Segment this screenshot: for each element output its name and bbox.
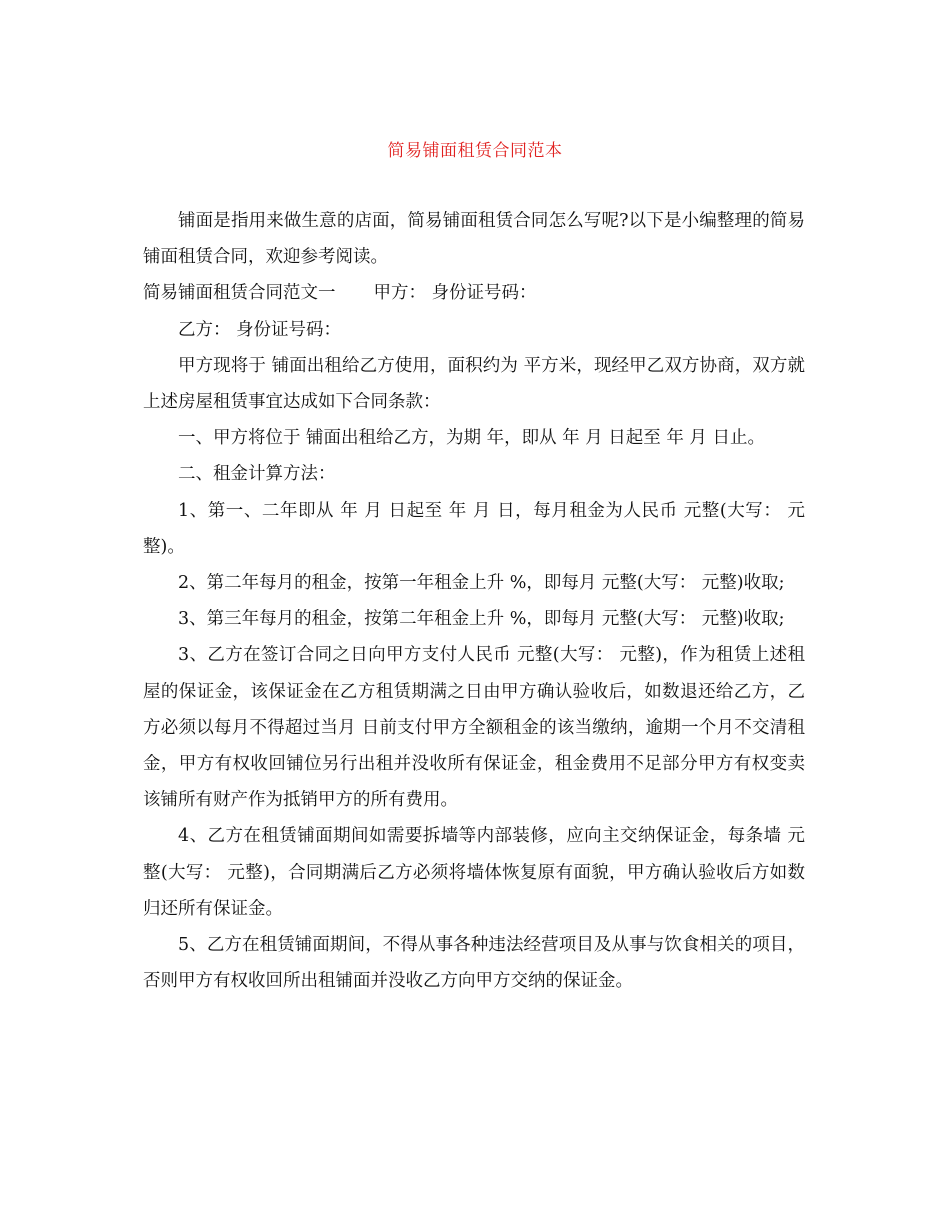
lease-paragraph: 甲方现将于 铺面出租给乙方使用，面积约为 平方米，现经甲乙双方协商，双方就上述房屋租赁事宜达成如下合同条款：	[143, 355, 805, 413]
clause-1: 一、甲方将位于 铺面出租给乙方，为期 年，即从 年 月 日起至 年 月 日止。	[178, 428, 765, 449]
party-a-line: 甲方： 身份证号码：	[373, 283, 537, 304]
document-title: 简易铺面租赁合同范本	[387, 141, 563, 161]
party-b-line: 乙方： 身份证号码：	[178, 319, 342, 340]
version-line	[143, 275, 805, 311]
deposit-clause: 3、乙方在签订合同之日向甲方支付人民币 元整(大写： 元整)，作为租赁上述租屋的保证金，该保证金在乙方租赁期满之日由甲方确认验收后，如数退还给乙方，乙方必须以每月不得超过当月 日前支付甲方全额租金的该当缴纳，逾期一个月不交清租金，甲方有权收回铺位另行出租并没收所有保证金，租金费用不足部分甲方有权变卖该铺所有财产作为抵销甲方的所有费用。	[143, 645, 805, 811]
rent-item-2: 2、第二年每月的租金，按第一年租金上升 %，即每月 元整(大写： 元整)收取;	[178, 573, 785, 594]
renovation-clause: 4、乙方在租赁铺面期间如需要拆墙等内部装修，应向主交纳保证金，每条墙 元整(大写： 元整)，合同期满后乙方必须将墙体恢复原有面貌，甲方确认验收后方如数归还所有保证金。	[143, 826, 805, 919]
rent-item-3: 3、第三年每月的租金，按第二年租金上升 %，即每月 元整(大写： 元整)收取;	[178, 609, 785, 630]
clause-2-heading: 二、租金计算方法：	[178, 464, 336, 485]
version-label: 简易铺面租赁合同范文一	[143, 283, 336, 304]
document-body	[143, 203, 805, 999]
rent-item-1: 1、第一、二年即从 年 月 日起至 年 月 日，每月租金为人民币 元整(大写： 元整)。	[143, 500, 805, 557]
intro-paragraph: 铺面是指用来做生意的店面，简易铺面租赁合同怎么写呢?以下是小编整理的简易铺面租赁合同，欢迎参考阅读。	[143, 211, 805, 268]
business-restriction-clause: 5、乙方在租赁铺面期间，不得从事各种违法经营项目及从事与饮食相关的项目，否则甲方有权收回所出租铺面并没收乙方向甲方交纳的保证金。	[143, 935, 805, 992]
